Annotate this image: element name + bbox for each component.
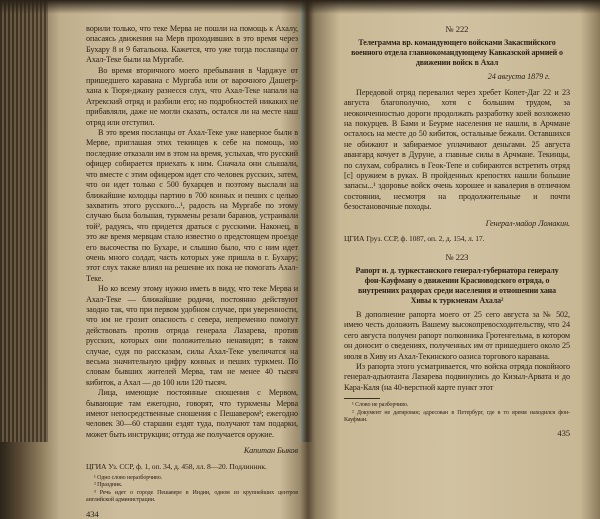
paragraph: В это время посланцы от Ахал-Теке уже наверное были в Мерве, приглашая этих текинцев к себе на помощь, но последние отказали им в этом на время, услыхав, что русский офицер собирается приехать к ним. Сначала они слышали, что вместе с этим офицером идет сто человек русских, затем, что он идет только с 500 бухарцев и поэтому выслали на ближайшие колодцы партию в 700 конных и пеших с целью захватить этого русского...¹, радость на Мургабе по этому случаю была большая, туркмены резали баранов, устраивали той², радуясь, что придется драться с русскими. Наконец, в это же время мервцам стало известно о предстоящем проезде его высочества по Бухаре, и слышно было, что с ним идет очень много солдат, часть которых уже пришла в г. Бухару; этот слух также влиял на решение их пока не помогать Ахал-Теке. [86, 128, 298, 283]
document-date: 24 августа 1879 г. [487, 72, 550, 82]
footnote: ¹ Одно слово неразборчиво. [94, 475, 162, 482]
page-number-left: 434 [86, 508, 99, 519]
paragraph: Передовой отряд перевалил через хребет Копет-Даг 22 и 23 августа благополучно, хотя с большим трудом, за неоконченностью дороги продолжать разработку коей возложено на покурцев. В Бами и Беурме населения не нашли, в Арчмане осталось на месте до 50 кибиток, остальные бежали. Оставшихся не обижают и забираемое уплачивают деньгами. 25 августа авангард кочует в Дуруне, а главные силы в Арчмане. Текинцы, по слухам, собрались в Геок-Тепе и собираются встретить отряд [с] оружием в руках. В пройденных крепостях нашли большие запасы...¹ здоровье войск очень хорошее и кавалерия в отличном состоянии, несмотря на продолжительные и почти безостановочные походы. [344, 87, 570, 212]
paragraph: ворили только, что теке Мерва не пошли на помощь к Ахалу, опасаясь движения на Мерв проходивших в это время через Бухару 8 и 9 батальона. Кажется, что уже тогда посланцы от Ахал-Теке были на Мургабе. [86, 24, 298, 65]
right-page [344, 24, 570, 439]
footnote: ³ Речь идет о городе Пешавере в Индии, одном из крупнейших центров английской администрации. [86, 489, 298, 504]
footnote: ² Документ не датирован; адресован в Петербург, где в то время находился фон-Кауфман. [344, 409, 570, 423]
document-title: Рапорт и. д. туркестанского генерал-губернатора генералу фон-Кауфману о движении Красноводского отряда, о внутренних раздорах среди населения и отношении хана Хивы к туркменам Ахала² [355, 265, 559, 305]
footnote-divider [344, 398, 380, 399]
archive-source: ЦГИА Уз. ССР, ф. 1, оп. 34, д. 458, лл. 8—20. Подлинник. [86, 461, 267, 471]
signature: Капитан Быков [243, 446, 298, 456]
page-number-right: 435 [557, 428, 570, 439]
top-shadow [0, 0, 600, 14]
document-number: № 223 [445, 251, 469, 262]
document-number: № 222 [445, 24, 469, 34]
footnote: ¹ Слово не разборчиво. [352, 402, 409, 409]
paragraph: Лица, имеющие постоянные сношения с Мервом, бывающие там ежегодно, говорят, что туркмены Мерва имеют непосредственные сношения с Пешавером³; ежегодно человек 30—60 старшин ездят туда, получают там подарки, может быть инструкции; оттуда же получается оружие. [86, 388, 298, 439]
book-page-edges [0, 0, 48, 442]
paragraph: Из рапорта этого усматривается, что войска отряда покойного генерал-адъютанта Лазарева подвинулись до Кизыл-Арвата и до Кара-Каля (на 40-верстной карте пункт этот [344, 361, 570, 392]
book-gutter [300, 0, 314, 442]
paragraph: Но ко всему этому нужно иметь в виду, что теке Мерва и Ахал-Теке — ближайшие родичи, постоянно действуют заодно так, что при первом удобном случае, при уверенности, что им не грозит опасность с севера, непременно помогут действовать против отряда генерала Лазарева, против русских, которых они положительно ненавидят; в таком случае, судя по рассказам, силы Ахал-Теке увеличатся на весьма значительную цифру конных и пеших туркмен. По словам бывших жителей Мерва, там не менее 40 тысяч кибиток, а Ахал — до 100 или 120 тысяч. [86, 284, 298, 387]
paragraph: В дополнение рапорта моего от 25 сего августа за № 502, имею честь доложить Вашему высокопревосходительству, что 24 сего августа получен рапорт полковника Гротенгельма, в котором он доносит о сведениях, полученных им от пришедшего около 25 июля в Хиву из Ахал-Текинского оазиса торгового каравана. [344, 309, 570, 361]
document-title: Телеграмма вр. командующего войсками Закаспийского военного отдела главнокомандующему Кавказской армией о движении войск в Ахал [351, 38, 563, 68]
left-page [86, 24, 298, 519]
footnote: ² Праздник. [94, 482, 123, 489]
signature: Генерал-майор Ломакин. [485, 218, 570, 228]
archive-source: ЦГИА Груз. ССР, ф. 1087, оп. 2, д. 154, л. 17. [344, 234, 485, 244]
paragraph: Во время вторичного моего пребывания в Чарджуе от пришедшего каравана с Мургаба или от варочного Дашегр-хана к Тюря-джану разнесся слух, что Ахал-Теке напали на Атрекский отряд и разбили его; но подробностей никаких не прибавляли, даже не могли сказать, остался ли на месте наш отряд или отступил. [86, 65, 298, 127]
